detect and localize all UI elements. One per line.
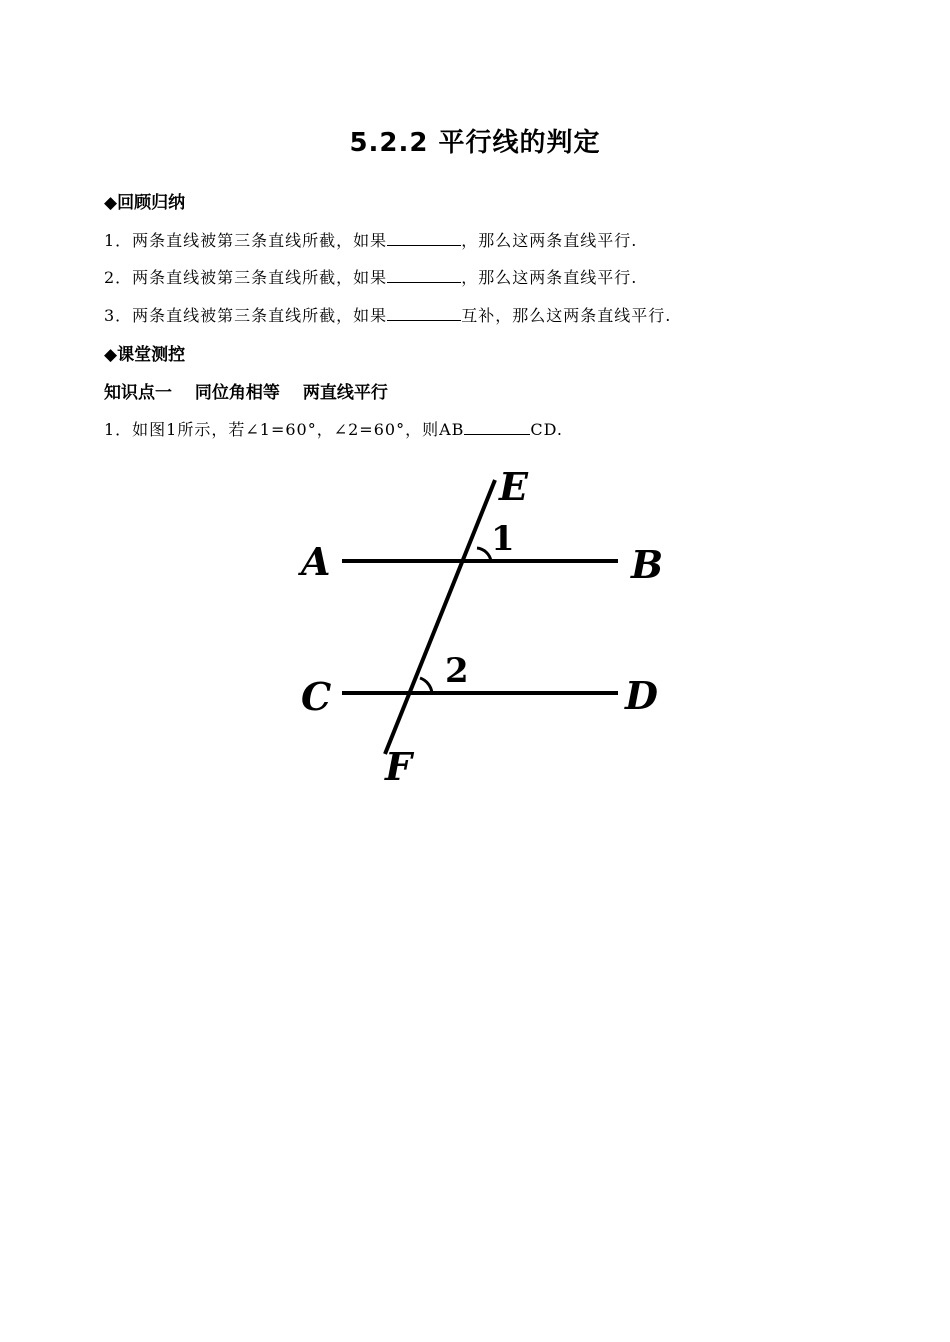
angle-2-label: 2 <box>445 651 469 691</box>
review-item-1-suffix: ，那么这两条直线平行. <box>461 231 638 250</box>
label-c: C <box>301 674 332 719</box>
answer-blank-3[interactable] <box>387 306 461 321</box>
review-item-1 <box>104 228 637 251</box>
label-d: D <box>625 673 658 718</box>
label-e: E <box>499 464 528 509</box>
label-f: F <box>385 744 412 789</box>
answer-blank-q1[interactable] <box>464 420 530 435</box>
label-b: B <box>631 542 664 587</box>
review-item-3 <box>104 303 671 326</box>
label-a: A <box>301 539 331 584</box>
review-item-1-prefix: 1．两条直线被第三条直线所截，如果 <box>104 231 388 250</box>
review-item-2-suffix: ，那么这两条直线平行. <box>461 268 638 287</box>
answer-blank-2[interactable] <box>387 268 461 283</box>
question-1-prefix: 1．如图1所示，若∠1=60°，∠2=60°，则AB <box>104 420 465 439</box>
review-item-2 <box>104 265 637 288</box>
question-1 <box>104 417 563 440</box>
page-title: 5.2.2 平行线的判定 <box>349 128 601 158</box>
review-item-3-prefix: 3．两条直线被第三条直线所截，如果 <box>104 306 388 325</box>
review-item-2-prefix: 2．两条直线被第三条直线所截，如果 <box>104 268 388 287</box>
answer-blank-1[interactable] <box>387 231 461 246</box>
knowledge-point-heading: 知识点一 同位角相等 两直线平行 <box>104 383 388 403</box>
angle-1-label: 1 <box>491 519 515 559</box>
transversal-ef <box>385 480 495 754</box>
question-1-suffix: CD. <box>530 420 563 439</box>
parallel-lines-figure <box>295 462 675 792</box>
review-heading: ◆回顾归纳 <box>104 193 186 213</box>
angle-2-arc <box>420 678 432 693</box>
classroom-heading: ◆课堂测控 <box>104 345 186 365</box>
review-item-3-suffix: 互补，那么这两条直线平行. <box>461 306 672 325</box>
